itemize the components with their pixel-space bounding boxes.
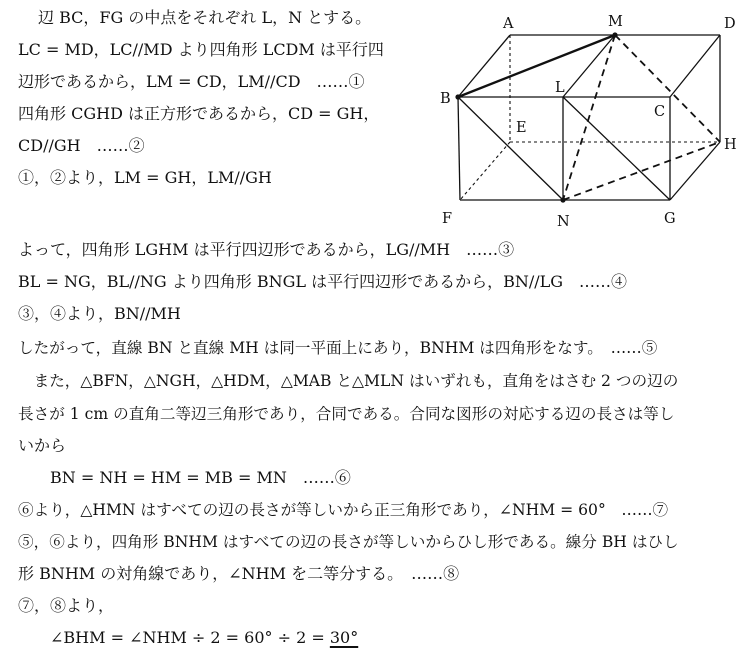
edge-DC: [670, 35, 720, 97]
label-H: H: [724, 137, 737, 153]
final-line: [50, 628, 358, 648]
line-14: BN = NH = HM = MB = MN ……⑥: [50, 468, 351, 487]
line-3: 辺形であるから，LM = CD，LM//CD ……①: [18, 72, 365, 91]
line-18: ⑦，⑧より，: [18, 596, 115, 615]
label-L: L: [555, 80, 565, 96]
line-9: ③，④より，BN//MH: [18, 304, 181, 323]
label-C: C: [654, 104, 666, 120]
hidden-edges: [460, 35, 720, 200]
label-F: F: [442, 211, 453, 227]
final-expression: ∠BHM = ∠NHM ÷ 2 = 60° ÷ 2 =: [50, 628, 330, 647]
final-answer: 30°: [329, 628, 359, 647]
segment-MN: [563, 35, 615, 200]
line-7: よって，四角形 LGHM は平行四辺形であるから，LG//MH ……③: [18, 240, 515, 259]
segment-NH: [563, 142, 720, 200]
line-16: ⑤，⑥より，四角形 BNHM はすべての辺の長さが等しいからひし形である。線分 BH はひし: [18, 533, 679, 551]
label-E: E: [516, 120, 527, 136]
line-6: ①，②より，LM = GH，LM//GH: [18, 168, 272, 187]
line-10: したがって，直線 BN と直線 MH は同一平面上にあり，BNHM は四角形をなす。 ……⑤: [18, 339, 658, 357]
edge-GH: [670, 142, 720, 200]
line-1: 辺 BC，FG の中点をそれぞれ L，N とする。: [38, 8, 372, 27]
line-8: BL = NG，BL//NG より四角形 BNGL は平行四辺形であるから，BN//LG ……④: [18, 272, 628, 291]
label-D: D: [724, 16, 736, 32]
label-G: G: [664, 211, 676, 227]
point-N: [560, 197, 565, 202]
line-5: CD//GH ……②: [18, 136, 145, 155]
line-15: ⑥より，△HMN はすべての辺の長さが等しいから正三角形であり，∠NHM = 60° ……⑦: [18, 501, 669, 519]
edge-BF: [458, 97, 460, 200]
label-B: B: [440, 91, 451, 107]
point-B: [455, 94, 460, 99]
line-2: LC = MD，LC//MD より四角形 LCDM は平行四: [18, 40, 384, 59]
line-17: 形 BNHM の対角線であり，∠NHM を二等分する。 ……⑧: [18, 564, 460, 583]
label-A: A: [503, 16, 514, 32]
segment-MH: [615, 35, 720, 142]
line-13: いから: [18, 436, 67, 455]
line-12: 長さが 1 cm の直角二等辺三角形であり，合同である。合同な図形の対応する辺の長さは等し: [18, 405, 675, 423]
prism-figure: [430, 10, 745, 230]
label-N: N: [557, 214, 570, 230]
line-11: また，△BFN，△NGH，△HDM，△MAB と△MLN はいずれも，直角をはさむ 2 つの辺の: [18, 372, 679, 390]
segment-BM: [458, 35, 615, 97]
label-M: M: [608, 14, 623, 30]
edge-EF: [460, 142, 510, 200]
point-M: [612, 32, 617, 37]
line-4: 四角形 CGHD は正方形であるから，CD = GH，: [18, 104, 380, 123]
